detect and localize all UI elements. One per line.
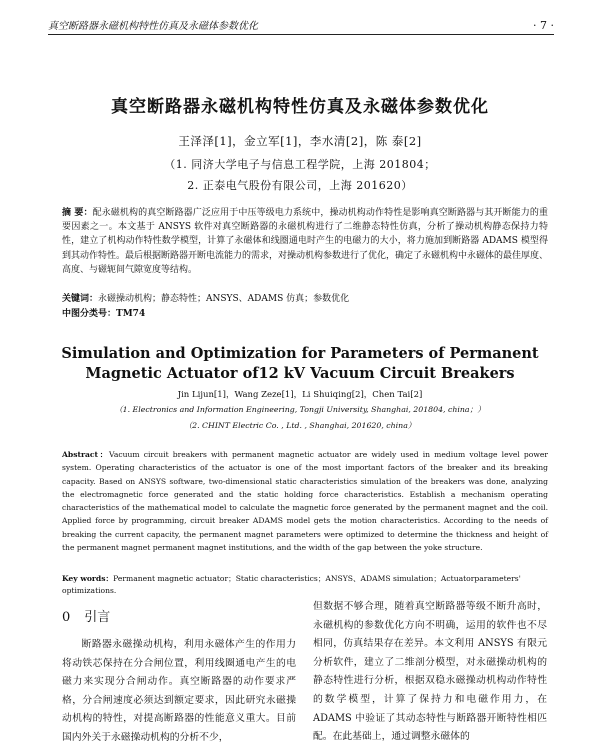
section-title: 引言 [84,610,111,625]
chinese-keywords-label: 关键词： [62,294,99,304]
body-left-column: 断路器永磁操动机构，利用永磁体产生的作用力将动铁芯保持在分合闸位置，利用线圈通电产生的电磁力来实现分合闸动作。真空断路器的动作要求严格，分合闸速度必须达到额定要求，因此研究永磁操动机构的特性，对提高断路器的性能意义重大。目前国内外关于永磁操动机构的分析不少， [62,639,296,743]
english-affiliation-1: （1. Electronics and Information Engineering, Tongji University, Shanghai, 201804, china；） [114,405,486,414]
running-header [48,12,554,35]
english-title-line-1: Simulation and Optimization for Parameters of Permanent [61,345,539,362]
chinese-title: 真空断路器永磁机构特性仿真及永磁体参数优化 [111,97,489,117]
classification-code [62,306,145,319]
chinese-abstract [62,206,548,277]
chinese-affiliation-1: （1. 同济大学电子与信息工程学院，上海 201804； [164,158,436,171]
chinese-keywords [62,292,548,306]
classification-label: 中图分类号： [62,309,117,319]
english-keywords-label: Key words： [62,574,114,583]
english-abstract [62,448,548,554]
chinese-abstract-text: 配永磁机构的真空断路器广泛应用于中压等级电力系统中，操动机构动作特性是影响真空断路器与其开断能力的重要因素之一。本文基于 ANSYS 软件对真空断路器的永磁机构进行了二维静态特性仿真，分析了操动机构静态保持力特性，建立了机构动作特性数学模型，计算了永磁体和线圈通电时产生的电磁力的大小，将力施加到断路器 ADAMS 模型得到其动作特性。最后根据断路器开断电流能力的需求，对操动机构参数进行了优化，确定了永磁机构中永磁体的最佳厚度、高度、与磁轭间气隙宽度等结构。 [62,208,549,275]
english-keywords [62,573,548,597]
english-keywords-text: Permanent magnetic actuator；Static characteristics；ANSYS、ADAMS simulation；Actuatorparameters' optimizations. [62,574,521,595]
section-heading [62,606,110,625]
chinese-authors: 王泽泽[1]，金立军[1]，李水清[2]，陈 泰[2] [178,134,422,148]
english-title [0,344,600,384]
english-affiliation-2: （2. CHINT Electric Co. , Ltd. , Shanghai, 201620, china） [184,421,416,430]
page-number: · 7 · [533,19,554,32]
body-right-column: 但数据不够合理，随着真空断路器等级不断升高时，永磁机构的参数优化方向不明确，运用的软件也不尽相同，仿真结果存在差异。本文利用 ANSYS 有限元分析软件，建立了二维剖分模型，对永磁操动机构的静态特性进行分析，根据双稳永磁操动机构动作特性的数学模型，计算了保持力和电磁作用力，在 ADAMS 中验证了其动态特性与断路器开断特性相匹配。在此基础上，通过调整永磁体的 [313,601,547,743]
english-authors: Jin Lijun[1]，Wang Zeze[1]，Li Shuiqing[2]，Chen Tai[2] [177,390,423,400]
classification-value: TM74 [116,309,146,319]
chinese-affiliation-2: 2. 正泰电气股份有限公司，上海 201620） [187,179,413,192]
english-title-line-2: Magnetic Actuator of12 kV Vacuum Circuit Breakers [85,365,515,382]
chinese-keywords-text: 永磁操动机构；静态特性；ANSYS、ADAMS 仿真；参数优化 [98,294,350,304]
chinese-abstract-label: 摘 要： [62,208,93,218]
english-abstract-label: Abstract： [62,450,110,459]
english-abstract-text: Vacuum circuit breakers with permanent magnetic actuator are widely used in medium voltage level power system. Operating characteristics of the actuator is one of the most important factors of the breaker and its breaking capacity. Based on ANSYS software, two-dimensional static characteristics simulation of the breakers was done, analyzing the electromagnetic force generated and the static holding force characteristics. Establish a mechanism operating characteristics of the mathematical model to calculate the magnetic force generated by the permanent magnet and the coil. Applied force by programming, circuit breaker ADAMS model gets the motion characteristics. According to the needs of breaking the current capacity, the permanent magnet parameters were optimized to determine the thickness and height of the permanent magnet permanent magnet institutions, and the width of the gap between the yoke structure. [62,450,548,553]
running-title: 真空断路器永磁机构特性仿真及永磁体参数优化 [48,21,258,32]
section-number: 0 [62,610,71,625]
